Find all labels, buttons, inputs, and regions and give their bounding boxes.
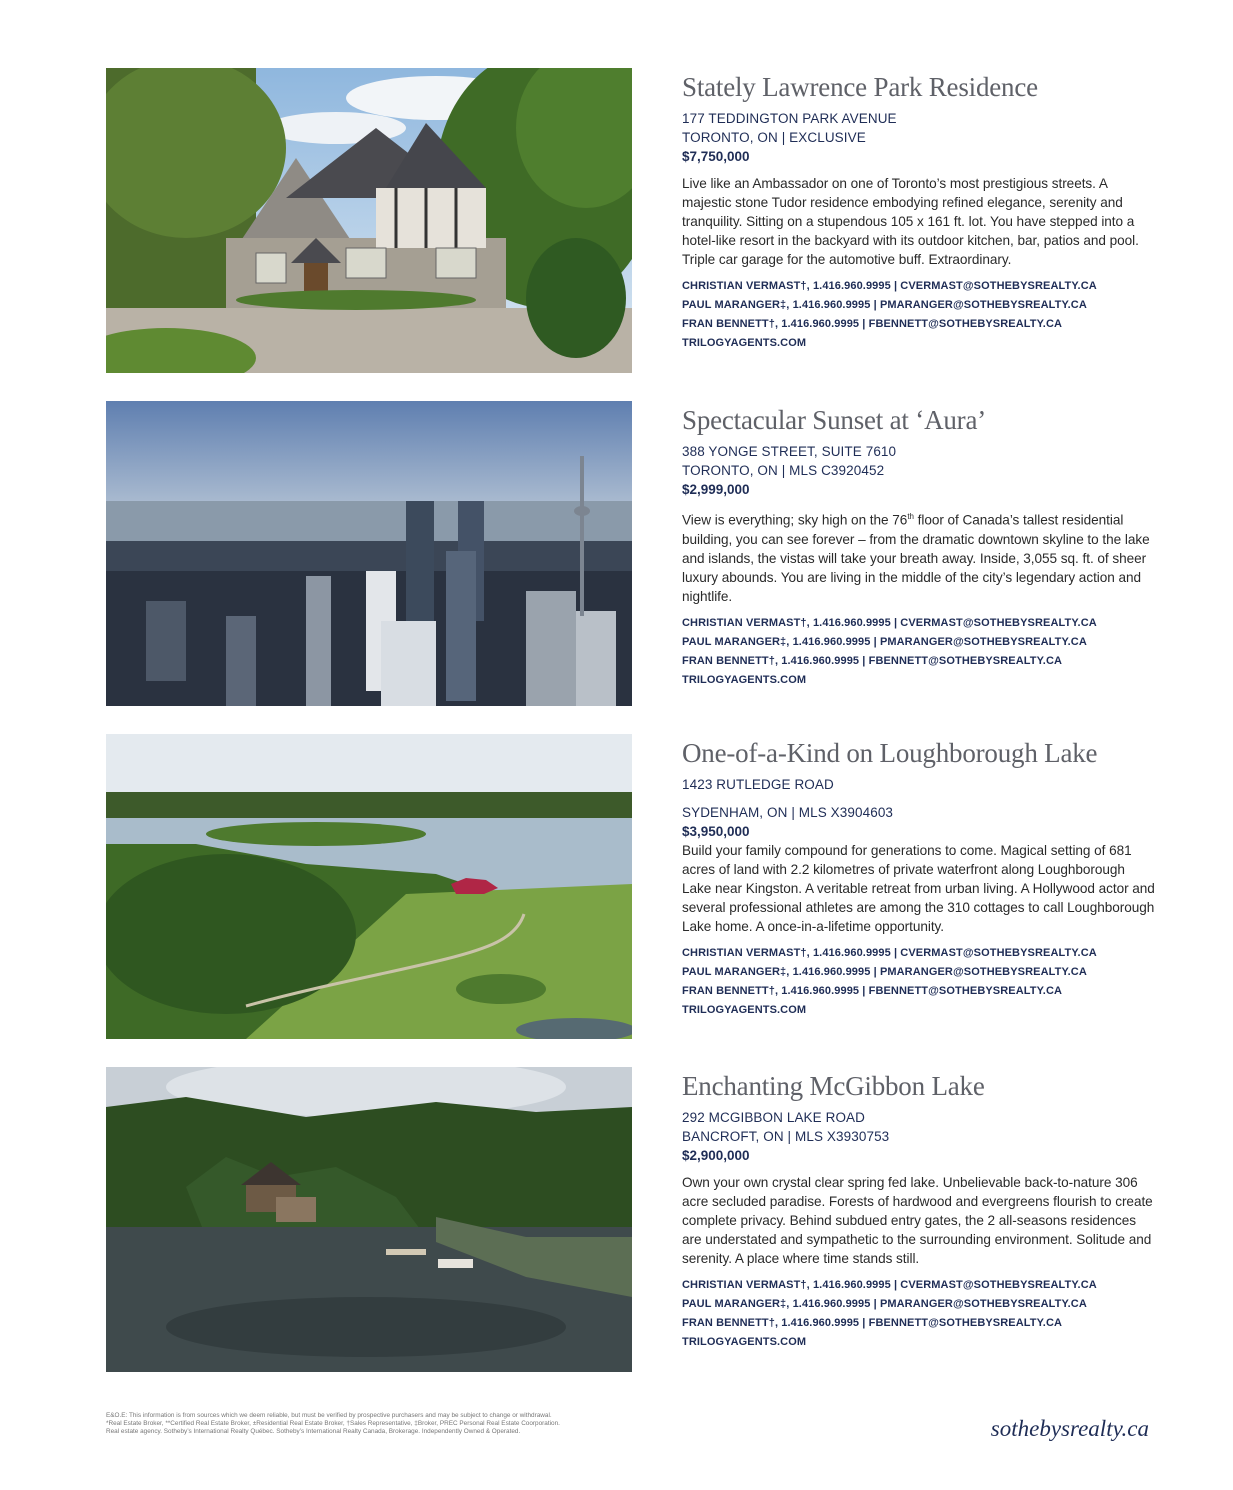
listing-street-address: 177 TEDDINGTON PARK AVENUE [682,111,897,126]
legal-disclaimer [106,1412,636,1436]
listing-title: Stately Lawrence Park Residence [682,72,1038,102]
listing-photo-city-skyline[interactable] [106,401,632,706]
agent-contact-line[interactable]: FRAN BENNETT†, 1.416.960.9995 | FBENNETT@SOTHEBYSREALTY.CA [682,318,1063,330]
agent-contact-line[interactable]: PAUL MARANGER‡, 1.416.960.9995 | PMARANGER@SOTHEBYSREALTY.CA [682,635,1087,648]
website-link[interactable]: sothebysrealty.ca [990,1416,1149,1441]
listing-street-address: 1423 RUTLEDGE ROAD [682,777,834,792]
listing-description: Live like an Ambassador on one of Toronto’s most prestigious streets. A majestic stone Tudor residence embodying refined elegance, serenity and tranquility. Sitting on a stupendous 105 x 161 ft. lot. You have stepped into a hotel-like resort in the backyard with its outdoor kitchen, bar, patios and pool. Triple car garage for the automotive buff. Extraordinary. [682,176,1139,267]
listing-photo-tudor-house[interactable] [106,68,632,373]
agent-contact-line[interactable]: PAUL MARANGER‡, 1.416.960.9995 | PMARANGER@SOTHEBYSREALTY.CA [682,299,1087,311]
listing-title: Enchanting McGibbon Lake [682,1071,985,1101]
listing-description [682,507,1156,606]
listing-description: Build your family compound for generations to come. Magical setting of 681 acres of land with 2.2 kilometres of private waterfront along Loughborough Lake near Kingston. A veritable retreat from urban living. A Hollywood actor and several professional athletes are among the 310 cottages to call Loughborough Lake home. A once-in-a-lifetime opportunity. [682,843,1155,934]
agent-contact-line[interactable]: FRAN BENNETT†, 1.416.960.9995 | FBENNETT@SOTHEBYSREALTY.CA [682,985,1063,997]
agent-contact-line[interactable]: FRAN BENNETT†, 1.416.960.9995 | FBENNETT@SOTHEBYSREALTY.CA [682,1317,1063,1329]
agent-contact-line[interactable]: CHRISTIAN VERMAST†, 1.416.960.9995 | CVERMAST@SOTHEBYSREALTY.CA [682,280,1097,292]
listing-info [682,401,1156,690]
listing-city-mls: BANCROFT, ON | MLS X3930753 [682,1129,890,1144]
agent-contact-line[interactable]: PAUL MARANGER‡, 1.416.960.9995 | PMARANGER@SOTHEBYSREALTY.CA [682,966,1087,978]
listing-price: $3,950,000 [682,824,750,839]
listing-card [106,734,1166,1039]
address-spacer [682,794,1156,803]
listing-city-mls: TORONTO, ON | MLS C3920452 [682,463,885,478]
listing-card [106,401,1166,706]
agent-website-link[interactable]: TRILOGYAGENTS.COM [682,673,807,686]
agent-contacts [682,1276,1156,1352]
listing-price: $7,750,000 [682,149,750,164]
disclaimer-line: E&O.E: This information is from sources which we deem reliable, but must be verified by prospective purchasers and may be subject to change or withdrawal. [106,1412,552,1419]
listing-city-mls: SYDENHAM, ON | MLS X3904603 [682,805,894,820]
agent-contact-line[interactable]: PAUL MARANGER‡, 1.416.960.9995 | PMARANGER@SOTHEBYSREALTY.CA [682,1298,1087,1310]
listing-title: One-of-a-Kind on Loughborough Lake [682,738,1098,768]
listing-street-address: 292 MCGIBBON LAKE ROAD [682,1110,866,1125]
agent-contacts [682,944,1156,1020]
description-text: View is everything; sky high on the 76 [682,512,908,528]
listing-title: Spectacular Sunset at ‘Aura’ [682,405,987,435]
agent-contact-line[interactable]: CHRISTIAN VERMAST†, 1.416.960.9995 | CVERMAST@SOTHEBYSREALTY.CA [682,616,1097,629]
listing-description: Own your own crystal clear spring fed lake. Unbelievable back-to-nature 306 acre secluded paradise. Forests of hardwood and evergreens flourish to create complete privacy. Behind subdued entry gates, the 2 all-seasons residences are understated and sympathetic to the surrounding environment. Solitude and serenity. A place where time stands still. [682,1175,1153,1266]
listing-info [682,734,1156,1020]
agent-contacts [682,614,1156,690]
listing-info [682,68,1156,353]
listing-price: $2,900,000 [682,1148,750,1163]
ordinal-suffix: th [907,512,914,521]
listing-info [682,1067,1156,1352]
disclaimer-line: *Real Estate Broker, **Certified Real Estate Broker, ±Residential Real Estate Broker, †Sales Representative, ‡Broker, PREC Personal Real Estate Coorporation. [106,1420,560,1427]
listing-price: $2,999,000 [682,482,750,497]
agent-contacts [682,277,1156,353]
agent-contact-line[interactable]: CHRISTIAN VERMAST†, 1.416.960.9995 | CVERMAST@SOTHEBYSREALTY.CA [682,1279,1097,1291]
listing-card [106,1067,1166,1372]
agent-website-link[interactable]: TRILOGYAGENTS.COM [682,337,807,349]
agent-website-link[interactable]: TRILOGYAGENTS.COM [682,1004,807,1016]
disclaimer-line: Real estate agency. Sotheby’s International Realty Québec. Sotheby’s International Realty Canada, Brokerage. Independently Owned & Operated. [106,1428,521,1435]
agent-website-link[interactable]: TRILOGYAGENTS.COM [682,1336,807,1348]
listing-street-address: 388 YONGE STREET, SUITE 7610 [682,444,897,459]
listing-photo-lakefront-estate[interactable] [106,734,632,1039]
agent-contact-line[interactable]: FRAN BENNETT†, 1.416.960.9995 | FBENNETT@SOTHEBYSREALTY.CA [682,654,1063,667]
listing-city-status: TORONTO, ON | EXCLUSIVE [682,130,866,145]
listing-card [106,68,1166,373]
description-text: floor of Canada’s tallest residential building, you can see forever – from the dramatic downtown skyline to the lake and islands, the vistas will take your breath away. Inside, 3,055 sq. ft. of sheer luxury abounds. You are living in the middle of the city’s legendary action and nightlife. [682,512,1150,604]
agent-contact-line[interactable]: CHRISTIAN VERMAST†, 1.416.960.9995 | CVERMAST@SOTHEBYSREALTY.CA [682,947,1097,959]
listing-photo-lake-cottage[interactable] [106,1067,632,1372]
